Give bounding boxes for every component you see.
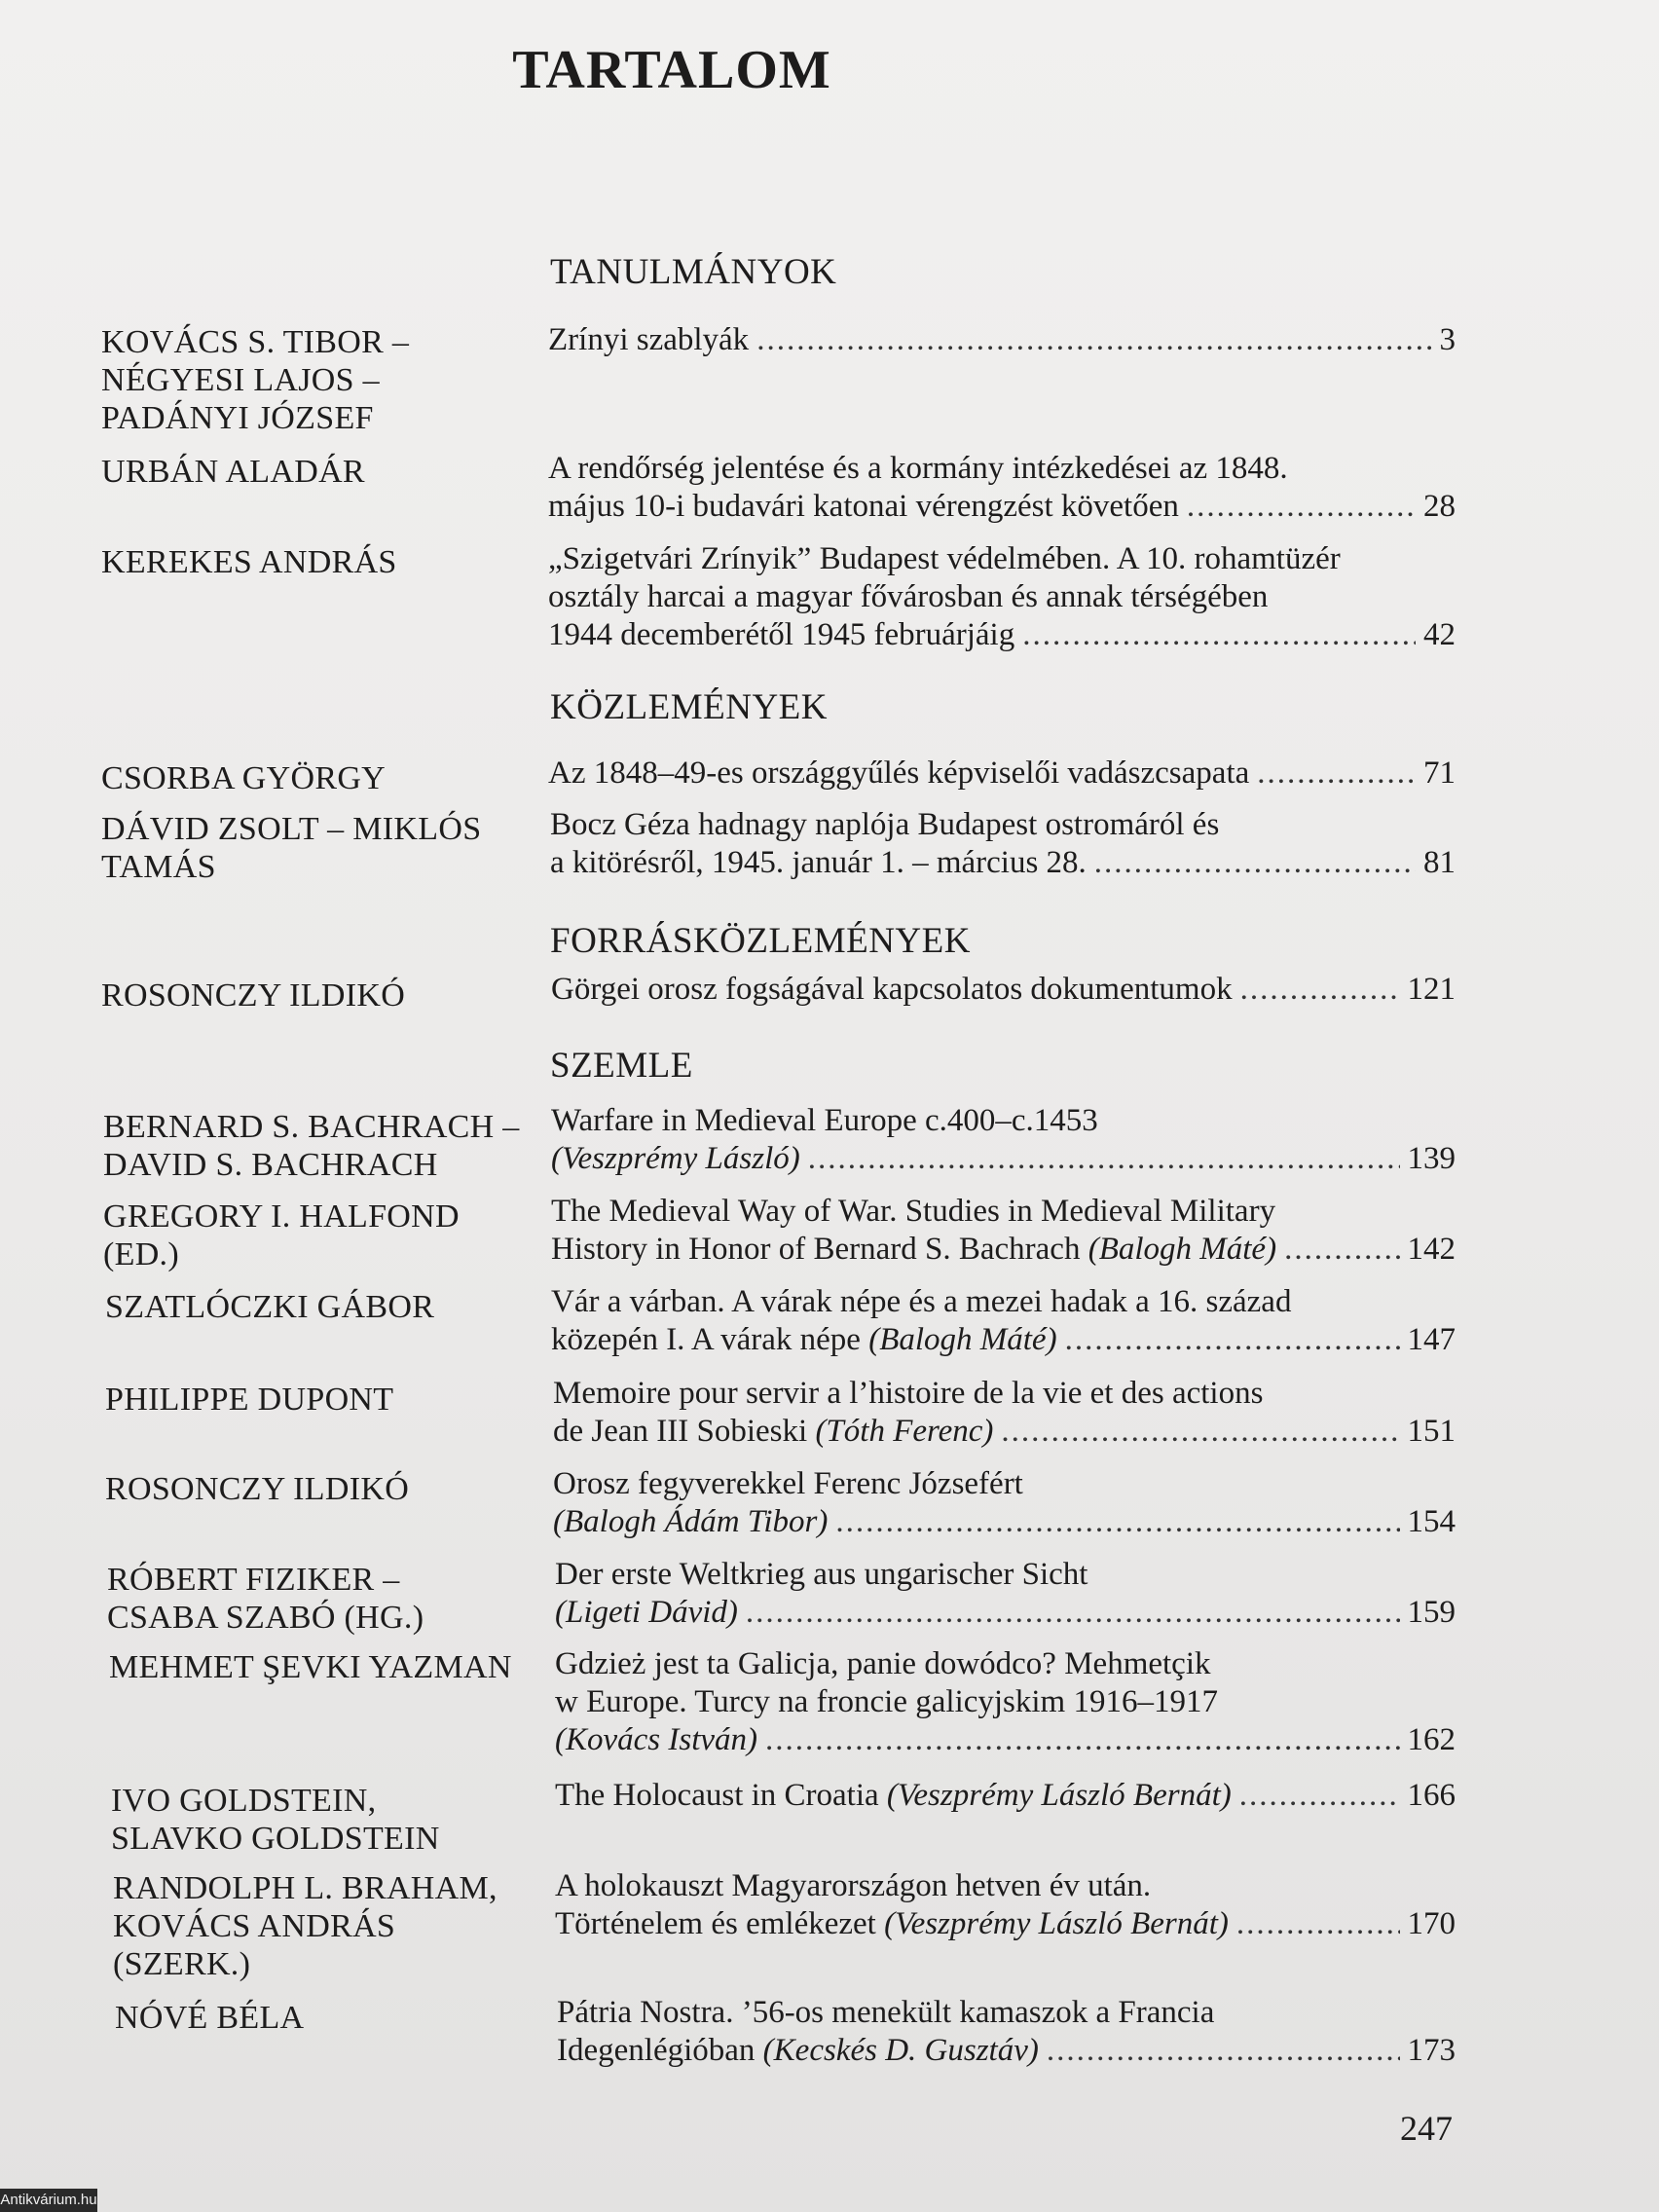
toc-title-line: Orosz fegyverekkel Ferenc Józsefért [553, 1466, 1023, 1501]
toc-title-last-line [555, 1721, 1456, 1759]
toc-title-line: Bocz Géza hadnagy naplója Budapest ostromáról és [550, 807, 1220, 842]
toc-title-text [551, 1231, 1276, 1269]
toc-title-line: The Medieval Way of War. Studies in Medieval Military [551, 1194, 1276, 1229]
toc-title-last-line [555, 1777, 1456, 1815]
toc-page-number[interactable]: 159 [1407, 1595, 1456, 1630]
toc-reviewer: (Tóth Ferenc) [815, 1414, 994, 1449]
toc-entry [555, 1645, 1456, 1759]
toc-title-last-line [548, 755, 1456, 793]
toc-title-line: A rendőrség jelentése és a kormány intézkedései az 1848. [548, 451, 1288, 486]
toc-entry [555, 1867, 1456, 1943]
toc-page-number[interactable]: 173 [1407, 2033, 1456, 2068]
toc-title-line: w Europe. Turcy na froncie galicyjskim 1916–1917 [555, 1684, 1218, 1719]
toc-author [105, 1381, 563, 1419]
toc-reviewer: (Veszprémy László Bernát) [886, 1778, 1232, 1813]
toc-author-line: CSABA SZABÓ (HG.) [107, 1600, 424, 1636]
toc-title-line: A holokauszt Magyarországon hetven év után. [555, 1868, 1152, 1903]
toc-title-last-line [551, 971, 1456, 1009]
toc-title-fragment: május 10-i budavári katonai vérengzést követően [548, 489, 1179, 524]
toc-title-last-line [548, 321, 1456, 359]
toc-leader-dots [746, 1594, 1400, 1632]
toc-title-text [548, 616, 1014, 654]
toc-author-line: BERNARD S. BACHRACH – [103, 1109, 520, 1145]
toc-title-line: Pátria Nostra. ’56-os menekült kamaszok a Francia [557, 1995, 1215, 2030]
toc-title-fragment: Az 1848–49-es országgyűlés képviselői vadászcsapata [548, 756, 1250, 791]
toc-page-number[interactable]: 166 [1407, 1778, 1456, 1813]
toc-page-number[interactable]: 151 [1407, 1414, 1456, 1449]
toc-leader-dots [756, 321, 1431, 359]
toc-title-last-line [555, 1594, 1456, 1632]
toc-title-last-line [551, 1140, 1456, 1178]
toc-title-line: Gdzież jest ta Galicja, panie dowódco? Mehmetçik [555, 1646, 1211, 1681]
toc-reviewer: (Kecskés D. Gusztáv) [762, 2033, 1039, 2068]
toc-entry [551, 1283, 1456, 1359]
toc-title-fragment: The Holocaust in Croatia [555, 1778, 887, 1813]
toc-author-line: CSORBA GYÖRGY [101, 760, 387, 796]
toc-author [109, 1648, 567, 1686]
toc-title-text [555, 1721, 757, 1759]
toc-reviewer: (Veszprémy László) [551, 1141, 800, 1176]
toc-author [101, 810, 559, 886]
toc-title-fragment: de Jean III Sobieski [553, 1414, 816, 1449]
toc-title-text [551, 1321, 1057, 1359]
toc-page-number[interactable]: 42 [1423, 617, 1456, 652]
toc-author-line: KOVÁCS S. TIBOR – [101, 324, 410, 360]
toc-title-text [553, 1503, 828, 1541]
toc-page-number[interactable]: 139 [1407, 1141, 1456, 1176]
toc-title-fragment: Zrínyi szablyák [548, 322, 750, 357]
toc-reviewer: (Balogh Máté) [1088, 1232, 1277, 1267]
toc-title-last-line [548, 488, 1456, 526]
toc-entry [550, 806, 1456, 882]
toc-entry [548, 450, 1456, 526]
toc-page-number[interactable]: 147 [1407, 1322, 1456, 1357]
toc-title-text [555, 1777, 1232, 1815]
toc-page-number[interactable]: 142 [1407, 1232, 1456, 1267]
toc-title-fragment: a kitörésről, 1945. január 1. – március 28. [550, 845, 1087, 880]
section-heading-szemle: SZEMLE [550, 1046, 693, 1086]
toc-author [101, 759, 559, 797]
toc-entry [551, 971, 1456, 1009]
toc-leader-dots [835, 1503, 1399, 1541]
toc-entry [551, 1102, 1456, 1178]
toc-entry [548, 755, 1456, 793]
toc-author [115, 1999, 572, 2037]
toc-title-fragment: 1944 decemberétől 1945 februárjáig [548, 617, 1015, 652]
toc-title-last-line [550, 844, 1456, 882]
toc-reviewer: (Balogh Ádám Tibor) [553, 1504, 829, 1539]
toc-title-last-line [551, 1231, 1456, 1269]
toc-entry [553, 1465, 1456, 1541]
toc-reviewer: (Veszprémy László Bernát) [884, 1906, 1229, 1941]
toc-leader-dots [765, 1721, 1399, 1759]
toc-title-text [553, 1413, 993, 1451]
toc-title-text [555, 1594, 738, 1632]
toc-author [101, 323, 559, 437]
toc-leader-dots [1187, 488, 1416, 526]
toc-author-line: (SZERK.) [113, 1946, 251, 1982]
toc-entry [551, 1193, 1456, 1269]
toc-entry [555, 1556, 1456, 1632]
toc-page-number[interactable]: 28 [1423, 489, 1456, 524]
toc-title-text [548, 321, 749, 359]
toc-title-last-line [553, 1503, 1456, 1541]
toc-page-number[interactable]: 154 [1407, 1504, 1456, 1539]
toc-reviewer: (Kovács István) [555, 1722, 758, 1757]
toc-title-line: Vár a várban. A várak népe és a mezei hadak a 16. század [551, 1284, 1292, 1319]
page-number: 247 [1400, 2109, 1453, 2148]
toc-entry [548, 540, 1456, 654]
toc-leader-dots [1001, 1413, 1399, 1451]
toc-leader-dots [1047, 2032, 1400, 2070]
toc-author [111, 1782, 569, 1858]
toc-author-line: RÓBERT FIZIKER – [107, 1562, 400, 1598]
toc-author-line: PADÁNYI JÓZSEF [101, 400, 374, 436]
toc-author-line: NÓVÉ BÉLA [115, 2000, 305, 2036]
section-heading-kozlemenyek: KÖZLEMÉNYEK [550, 687, 829, 727]
toc-title-line: Memoire pour servir a l’histoire de la vie et des actions [553, 1376, 1264, 1411]
toc-title-fragment: közepén I. A várak népe [551, 1322, 869, 1357]
toc-title-text [550, 844, 1087, 882]
toc-author-line: (ED.) [103, 1236, 179, 1272]
toc-page-number[interactable]: 3 [1439, 322, 1456, 357]
toc-title-last-line [551, 1321, 1456, 1359]
toc-title-text [555, 1905, 1229, 1943]
toc-author-line: DAVID S. BACHRACH [103, 1147, 438, 1183]
toc-author-line: ROSONCZY ILDIKÓ [101, 977, 406, 1014]
toc-entry [553, 1375, 1456, 1451]
toc-title-fragment: Történelem és emlékezet [555, 1906, 885, 1941]
toc-title-last-line [557, 2032, 1456, 2070]
toc-page-number[interactable]: 170 [1407, 1906, 1456, 1941]
toc-leader-dots [1022, 616, 1416, 654]
toc-title-line: Warfare in Medieval Europe c.400–c.1453 [551, 1103, 1098, 1138]
toc-title-last-line [548, 616, 1456, 654]
toc-author [103, 1108, 561, 1184]
toc-author-line: KOVÁCS ANDRÁS [113, 1908, 396, 1944]
toc-author-line: KEREKES ANDRÁS [101, 544, 397, 580]
toc-author-line: NÉGYESI LAJOS – [101, 362, 380, 398]
toc-author [105, 1288, 563, 1326]
toc-title-line: Der erste Weltkrieg aus ungarischer Sicht [555, 1557, 1088, 1592]
toc-title-line: „Szigetvári Zrínyik” Budapest védelmében. A 10. rohamtüzér [548, 541, 1341, 576]
toc-author [101, 543, 559, 581]
toc-entry [557, 1994, 1456, 2070]
toc-author-line: TAMÁS [101, 849, 216, 885]
toc-reviewer: (Balogh Máté) [868, 1322, 1057, 1357]
watermark-badge: Antikvárium.hu [0, 2189, 97, 2212]
toc-page-number[interactable]: 81 [1423, 845, 1456, 880]
toc-author-line: IVO GOLDSTEIN, [111, 1783, 377, 1819]
toc-page-number[interactable]: 162 [1407, 1722, 1456, 1757]
toc-author-line: GREGORY I. HALFOND [103, 1198, 460, 1235]
toc-title-text [551, 1140, 800, 1178]
toc-title-text [557, 2032, 1039, 2070]
toc-page-number[interactable]: 71 [1423, 756, 1456, 791]
toc-title-text [551, 971, 1233, 1009]
toc-title-last-line [553, 1413, 1456, 1451]
section-heading-forraskozlemenyek: FORRÁSKÖZLEMÉNYEK [550, 921, 971, 961]
toc-author-line: SLAVKO GOLDSTEIN [111, 1821, 440, 1857]
toc-leader-dots [1236, 1905, 1400, 1943]
toc-entry [555, 1777, 1456, 1815]
toc-author [103, 1198, 561, 1273]
toc-leader-dots [1240, 971, 1400, 1009]
toc-author-line: MEHMET ŞEVKI YAZMAN [109, 1649, 512, 1685]
section-heading-tanulmanyok: TANULMÁNYOK [550, 252, 837, 292]
toc-author-line: DÁVID ZSOLT – MIKLÓS [101, 811, 482, 847]
toc-author [107, 1561, 565, 1637]
toc-author [101, 977, 559, 1014]
toc-author-line: SZATLÓCZKI GÁBOR [105, 1289, 435, 1325]
toc-entry [548, 321, 1456, 359]
page-title: TARTALOM [512, 40, 831, 100]
toc-title-text [548, 755, 1249, 793]
toc-author-line: ROSONCZY ILDIKÓ [105, 1471, 410, 1507]
toc-leader-dots [1257, 755, 1416, 793]
toc-title-fragment: History in Honor of Bernard S. Bachrach [551, 1232, 1088, 1267]
toc-page-number[interactable]: 121 [1407, 972, 1456, 1007]
toc-title-fragment: Görgei orosz fogságával kapcsolatos dokumentumok [551, 972, 1233, 1007]
toc-reviewer: (Ligeti Dávid) [555, 1595, 738, 1630]
toc-leader-dots [1284, 1231, 1399, 1269]
toc-author-line: RANDOLPH L. BRAHAM, [113, 1870, 498, 1906]
toc-author-line: URBÁN ALADÁR [101, 454, 365, 490]
toc-title-line: osztály harcai a magyar fővárosban és annak térségében [548, 579, 1269, 614]
toc-leader-dots [1239, 1777, 1400, 1815]
toc-leader-dots [808, 1140, 1400, 1178]
toc-title-last-line [555, 1905, 1456, 1943]
toc-author-line: PHILIPPE DUPONT [105, 1382, 394, 1418]
toc-author [105, 1470, 563, 1508]
toc-author [101, 453, 559, 491]
toc-leader-dots [1094, 844, 1416, 882]
toc-title-text [548, 488, 1179, 526]
toc-title-fragment: Idegenlégióban [557, 2033, 763, 2068]
toc-leader-dots [1065, 1321, 1400, 1359]
toc-author [113, 1869, 571, 1983]
